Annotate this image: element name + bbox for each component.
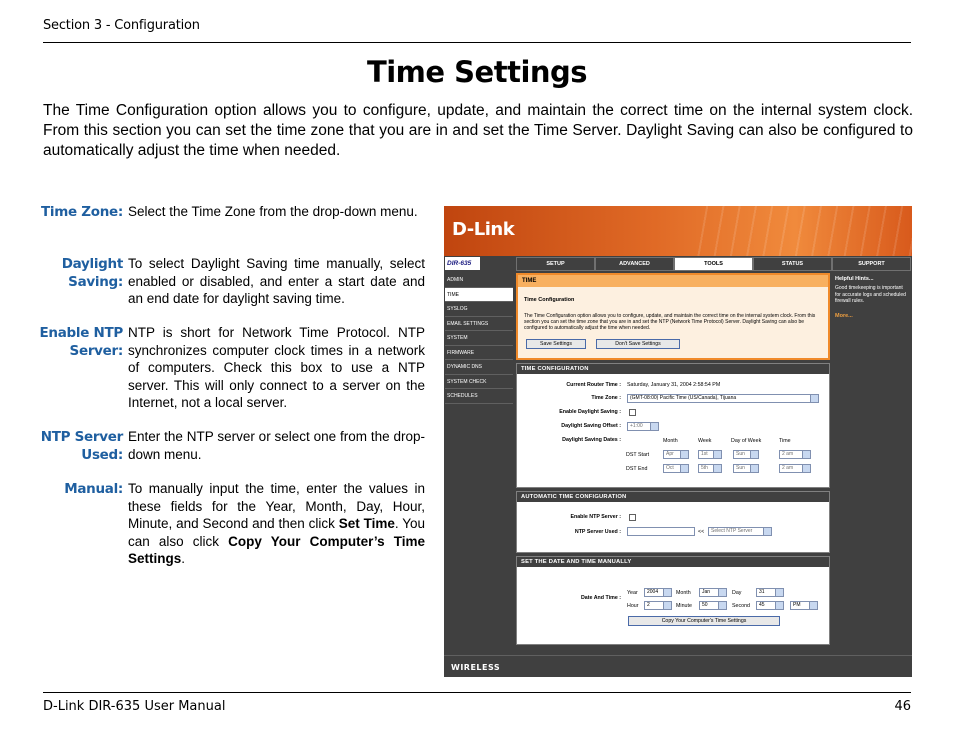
select-value: Select NTP Server	[711, 528, 753, 534]
desc-bold-set-time: Set Time	[338, 516, 395, 531]
model-label: DIR-635	[445, 257, 480, 270]
chevron-down-icon	[680, 465, 688, 472]
select-value: 1st	[701, 451, 708, 457]
router-screenshot	[444, 206, 912, 677]
column-week: Week	[698, 438, 712, 444]
definition-ntp-server-used	[10, 428, 425, 464]
definition-enable-ntp-server	[10, 324, 425, 412]
column-month: Month	[663, 438, 678, 444]
nav-item-time[interactable]: TIME	[445, 288, 513, 303]
minute-label: Minute	[676, 603, 692, 609]
column-day-of-week: Day of Week	[731, 438, 762, 444]
select-value: 45	[759, 602, 765, 608]
chevron-down-icon	[763, 528, 771, 535]
minute-select[interactable]	[699, 601, 727, 610]
dst-end-label: DST End	[626, 466, 648, 472]
copy-computer-time-button[interactable]: Copy Your Computer's Time Settings	[628, 616, 780, 626]
nav-item-schedules[interactable]: SCHEDULES	[445, 389, 513, 404]
definition-daylight-saving	[10, 255, 425, 308]
term-label: NTP Server Used:	[40, 429, 123, 463]
chevron-down-icon	[680, 451, 688, 458]
dst-start-week-select[interactable]	[698, 450, 722, 459]
panel-heading: AUTOMATIC TIME CONFIGURATION	[517, 492, 829, 502]
nav-item-syslog[interactable]: SYSLOG	[445, 302, 513, 317]
select-value: Sun	[736, 465, 745, 471]
definition-manual	[10, 480, 425, 568]
helpful-hints-column	[832, 273, 911, 651]
dlink-banner	[444, 206, 912, 256]
term-description: NTP is short for Network Time Protocol. NTP synchronizes computer clock times in a network of computers. Check this box to use a NTP server. This will only connect to a server on the Internet, not a local server.	[128, 325, 425, 410]
chevron-down-icon	[718, 602, 726, 609]
dlink-logo: D-Link	[452, 219, 515, 240]
select-value: Apr	[666, 451, 674, 457]
select-value: Sun	[736, 451, 745, 457]
term-label: Time Zone:	[41, 204, 123, 220]
select-value: Jan	[702, 589, 711, 595]
nav-item-firmware[interactable]: FIRMWARE	[445, 346, 513, 361]
dst-dates-label: Daylight Saving Dates :	[562, 437, 621, 443]
hints-title: Helpful Hints...	[835, 276, 874, 282]
dst-start-month-select[interactable]	[663, 450, 689, 459]
month-select[interactable]	[699, 588, 727, 597]
chevron-down-icon	[663, 589, 671, 596]
enable-dst-label: Enable Daylight Saving :	[559, 409, 621, 415]
term-description	[128, 480, 425, 568]
time-info-panel	[516, 273, 830, 360]
top-tabs	[516, 257, 911, 271]
time-zone-select[interactable]	[627, 394, 819, 403]
automatic-time-panel	[516, 491, 830, 553]
select-value: 2	[647, 602, 650, 608]
select-value: (GMT-08:00) Pacific Time (US/Canada), Tijuana	[630, 395, 737, 401]
desc-text: . You can also click	[128, 516, 425, 549]
nav-item-system[interactable]: SYSTEM	[445, 331, 513, 346]
column-time: Time	[779, 438, 791, 444]
panel-title: TIME	[518, 275, 828, 287]
dont-save-settings-button[interactable]: Don't Save Settings	[596, 339, 680, 349]
enable-dst-checkbox[interactable]	[629, 409, 636, 416]
tab-tools[interactable]: TOOLS	[674, 257, 753, 271]
wireless-footer	[444, 655, 912, 677]
intro-paragraph: The Time Configuration option allows you to configure, update, and maintain the correct time on the internal system clock. From this section you can set the time zone that you are in and set the Time Server. Daylight Saving can also be configured to automatically adjust the time when needed.	[43, 102, 913, 159]
tab-setup[interactable]: SETUP	[516, 257, 595, 271]
footer-manual-title: D-Link DIR-635 User Manual	[43, 699, 226, 714]
enable-ntp-label: Enable NTP Server :	[570, 514, 621, 520]
panel-subtitle: Time Configuration	[524, 297, 575, 303]
term-label: Manual:	[64, 481, 123, 497]
dst-end-dow-select[interactable]	[733, 464, 759, 473]
term-description: Enter the NTP server or select one from the drop-down menu.	[128, 429, 425, 462]
definition-time-zone	[10, 203, 425, 222]
year-select[interactable]	[644, 588, 672, 597]
chevron-down-icon	[810, 395, 818, 402]
select-value: PM	[793, 602, 801, 608]
select-value: 2004	[647, 589, 659, 595]
tab-status[interactable]: STATUS	[753, 257, 832, 271]
year-label: Year	[627, 590, 638, 596]
term-description: To select Daylight Saving time manually, select enabled or disabled, and enter a start date and an end date for daylight saving time.	[128, 256, 425, 306]
day-select[interactable]	[756, 588, 784, 597]
main-content	[516, 273, 830, 648]
hints-text: Good timekeeping is important for accurate logs and scheduled firewall rules.	[835, 285, 906, 304]
select-value: 31	[759, 589, 765, 595]
select-value: 2 am	[782, 451, 794, 457]
desc-text: To manually input the time, enter the values in these fields for the Year, Month, Day, Hour, Minute, and Second and then click	[128, 481, 425, 531]
current-time-label: Current Router Time :	[566, 382, 621, 388]
tab-support[interactable]: SUPPORT	[832, 257, 911, 271]
dst-offset-select[interactable]	[627, 422, 659, 431]
date-time-label: Date And Time :	[580, 595, 621, 601]
header-rule	[43, 42, 911, 43]
second-select[interactable]	[756, 601, 784, 610]
nav-item-dynamic-dns[interactable]: DYNAMIC DNS	[445, 360, 513, 375]
ntp-server-input[interactable]	[627, 527, 695, 536]
nav-item-admin[interactable]: ADMIN	[445, 273, 513, 288]
left-nav	[445, 273, 513, 404]
chevron-down-icon	[713, 465, 721, 472]
chevron-down-icon	[775, 602, 783, 609]
hints-more-link[interactable]: More...	[835, 312, 853, 319]
select-value: 2 am	[782, 465, 794, 471]
time-configuration-panel	[516, 363, 830, 488]
month-label: Month	[676, 590, 691, 596]
save-settings-button[interactable]: Save Settings	[526, 339, 586, 349]
manual-time-panel	[516, 556, 830, 645]
dst-start-time-select[interactable]	[779, 450, 811, 459]
chevron-down-icon	[802, 465, 810, 472]
term-label: Daylight Saving:	[61, 256, 123, 290]
enable-ntp-checkbox[interactable]	[629, 514, 636, 521]
select-value: Oct	[666, 465, 674, 471]
ntp-server-select[interactable]	[708, 527, 772, 536]
footer-rule	[43, 692, 911, 693]
page-number: 46	[894, 699, 911, 714]
section-header: Section 3 - Configuration	[43, 18, 200, 33]
hour-label: Hour	[627, 603, 639, 609]
desc-text: .	[181, 551, 186, 566]
page-title: Time Settings	[366, 55, 588, 89]
dst-end-week-select[interactable]	[698, 464, 722, 473]
wireless-label: WIRELESS	[451, 663, 501, 672]
chevron-down-icon	[750, 451, 758, 458]
chevron-down-icon	[802, 451, 810, 458]
tab-advanced[interactable]: ADVANCED	[595, 257, 674, 271]
nav-item-email-settings[interactable]: EMAIL SETTINGS	[445, 317, 513, 332]
select-value: 50	[702, 602, 708, 608]
chevron-down-icon	[809, 602, 817, 609]
chevron-down-icon	[750, 465, 758, 472]
nav-item-system-check[interactable]: SYSTEM CHECK	[445, 375, 513, 390]
chevron-down-icon	[775, 589, 783, 596]
dst-end-month-select[interactable]	[663, 464, 689, 473]
panel-heading: TIME CONFIGURATION	[517, 364, 829, 374]
panel-text: The Time Configuration option allows you to configure, update, and maintain the correct time on the internal system clock. From this section you can set the time zone that you are in and set the NTP (Network Time Protocol) Server. Daylight Saving can also be configured to automatically adjust the time when needed.	[524, 313, 816, 331]
time-zone-label: Time Zone :	[591, 395, 621, 401]
dst-start-dow-select[interactable]	[733, 450, 759, 459]
chevron-down-icon	[663, 602, 671, 609]
desc-bold-copy: Copy Your Computer’s Time Settings	[128, 533, 425, 566]
select-value: 5th	[701, 465, 708, 471]
copy-arrows: <<	[698, 529, 705, 535]
second-label: Second	[732, 603, 750, 609]
term-label: Enable NTP Server:	[39, 325, 123, 359]
ampm-select[interactable]	[790, 601, 818, 610]
day-label: Day	[732, 590, 742, 596]
ntp-server-label: NTP Server Used :	[574, 529, 621, 535]
dst-offset-label: Daylight Saving Offset :	[561, 423, 621, 429]
chevron-down-icon	[650, 423, 658, 430]
hour-select[interactable]	[644, 601, 672, 610]
term-description: Select the Time Zone from the drop-down menu.	[128, 204, 418, 219]
select-value: +1:00	[630, 423, 643, 429]
dst-start-label: DST Start	[626, 452, 650, 458]
panel-heading: SET THE DATE AND TIME MANUALLY	[517, 557, 829, 567]
chevron-down-icon	[718, 589, 726, 596]
current-time-value: Saturday, January 31, 2004 2:58:54 PM	[627, 382, 721, 388]
dst-end-time-select[interactable]	[779, 464, 811, 473]
chevron-down-icon	[713, 451, 721, 458]
